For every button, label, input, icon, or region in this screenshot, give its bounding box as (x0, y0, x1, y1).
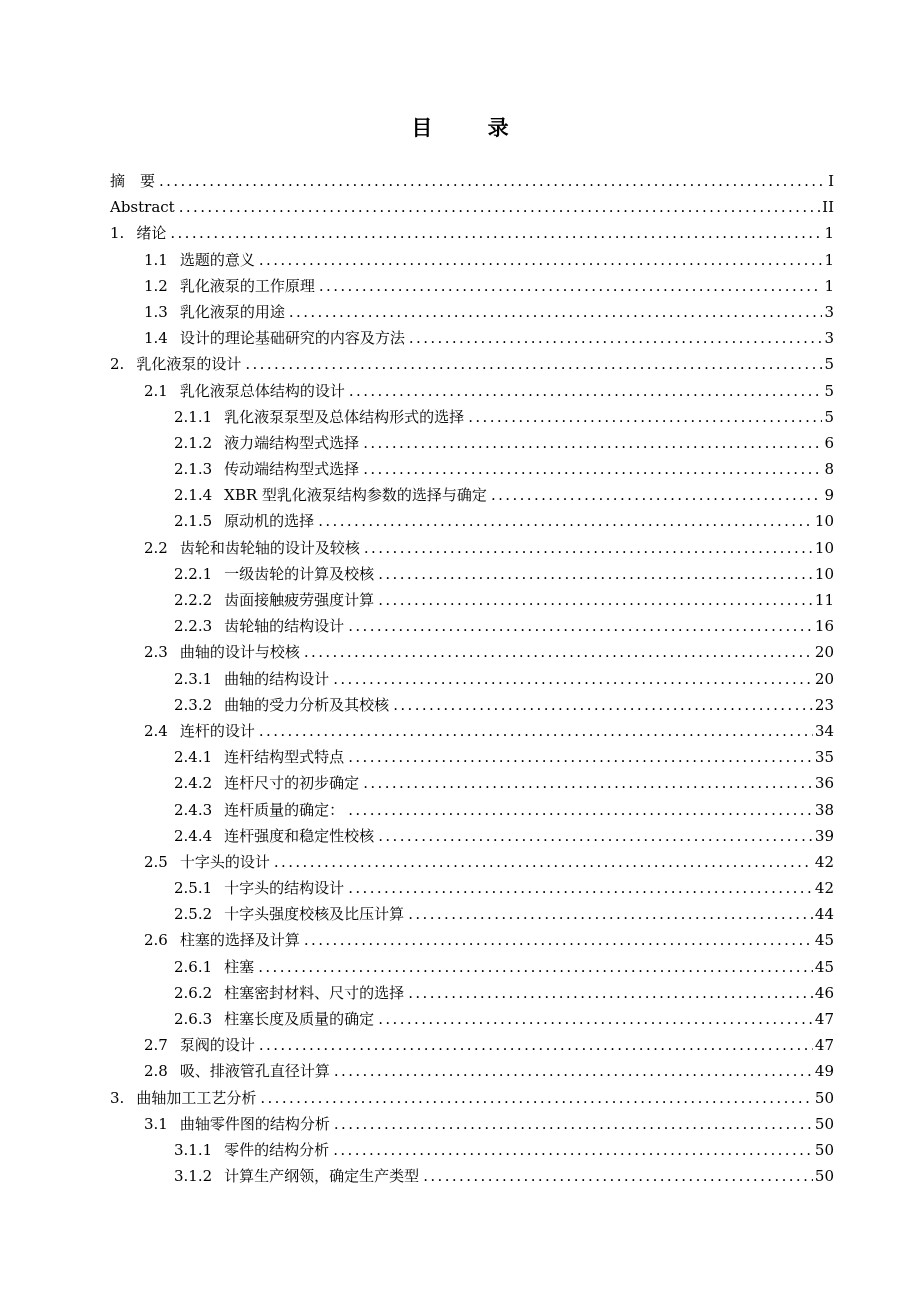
toc-entry-number: 2.5 (144, 852, 168, 871)
dot-leader (423, 1163, 813, 1189)
toc-entry-title: 乳化液泵的工作原理 (179, 276, 315, 295)
toc-entry-number: 2.4.2 (174, 774, 213, 793)
toc-entry[interactable] (110, 954, 834, 980)
toc-entry[interactable] (110, 1085, 834, 1111)
toc-entry-title: 连杆结构型式特点 (224, 748, 345, 767)
toc-entry-page-number: 10 (814, 538, 834, 557)
toc-entry-page-number: 44 (814, 905, 834, 924)
toc-entry-title: 柱塞的选择及计算 (179, 931, 300, 950)
toc-entry[interactable] (110, 744, 834, 770)
toc-entry[interactable] (110, 692, 834, 718)
toc-entry-page-number: 42 (814, 852, 834, 871)
toc-entry-number: 2.4.3 (174, 800, 213, 819)
toc-entry-page-number: 50 (814, 1088, 834, 1107)
dot-leader (378, 587, 813, 613)
dot-leader (304, 927, 813, 953)
toc-entry[interactable] (110, 194, 834, 220)
toc-entry[interactable] (110, 273, 834, 299)
toc-entry-page-number: 46 (814, 983, 834, 1002)
toc-entry[interactable] (110, 1137, 834, 1163)
toc-entry-page-number: 47 (814, 1036, 834, 1055)
toc-entry[interactable] (110, 613, 834, 639)
dot-leader (378, 561, 813, 587)
toc-entry-page-number: 5 (824, 407, 834, 426)
toc-entry[interactable] (110, 587, 834, 613)
dot-leader (378, 1006, 813, 1032)
toc-entry-number: 3.1.2 (174, 1167, 213, 1186)
toc-entry-title: 选题的意义 (179, 250, 255, 269)
toc-entry-title: 曲轴的受力分析及其校核 (224, 695, 390, 714)
toc-entry-page-number: 50 (814, 1167, 834, 1186)
toc-entry[interactable] (110, 351, 834, 377)
toc-entry-title: 吸、排液管孔直径计算 (179, 1062, 330, 1081)
toc-entry-page-number: 20 (814, 669, 834, 688)
toc-entry-number: 2. (110, 355, 125, 374)
toc-entry[interactable] (110, 325, 834, 351)
toc-entry-title: 乳化液泵泵型及总体结构形式的选择 (224, 407, 465, 426)
toc-entry-title: 曲轴的结构设计 (224, 669, 330, 688)
toc-entry-title: 十字头的结构设计 (224, 879, 345, 898)
dot-leader (259, 1032, 813, 1058)
dot-leader (274, 849, 813, 875)
toc-entry-number: 2.5.2 (174, 905, 213, 924)
dot-leader (289, 299, 823, 325)
toc-entry-title: 传动端结构型式选择 (224, 460, 360, 479)
toc-entry-number: 2.6.1 (174, 957, 213, 976)
toc-entry[interactable] (110, 168, 834, 194)
toc-entry-page-number: 38 (814, 800, 834, 819)
dot-leader (159, 168, 826, 194)
dot-leader (258, 954, 813, 980)
toc-entry-page-number: 3 (824, 329, 834, 348)
dot-leader (349, 378, 823, 404)
dot-leader (491, 482, 823, 508)
dot-leader (348, 875, 813, 901)
dot-leader (348, 744, 813, 770)
toc-entry-title: 设计的理论基础研究的内容及方法 (179, 329, 405, 348)
dot-leader (409, 325, 823, 351)
page-title: 目 录 (411, 116, 533, 140)
toc-entry-number: 2.7 (144, 1036, 168, 1055)
toc-entry-number: 2.2.1 (174, 564, 213, 583)
toc-entry-number: 2.4.4 (174, 826, 213, 845)
toc-entry[interactable] (110, 1163, 834, 1189)
toc-entry-title: 绪论 (136, 224, 167, 243)
toc-entry-page-number: 20 (814, 643, 834, 662)
toc-entry-page-number: 39 (814, 826, 834, 845)
toc-entry-number: 2.6.2 (174, 983, 213, 1002)
dot-leader (363, 456, 822, 482)
table-of-contents (110, 168, 834, 1189)
dot-leader (468, 404, 822, 430)
toc-entry-title: 曲轴零件图的结构分析 (179, 1114, 330, 1133)
toc-entry-page-number: 10 (814, 512, 834, 531)
toc-entry-page-number: 50 (814, 1140, 834, 1159)
toc-entry-number: 2.1.5 (174, 512, 213, 531)
toc-entry[interactable] (110, 456, 834, 482)
toc-entry-number: 3. (110, 1088, 125, 1107)
toc-entry[interactable] (110, 430, 834, 456)
toc-entry-number: 2.2.2 (174, 591, 213, 609)
toc-entry-title: 十字头强度校核及比压计算 (224, 905, 405, 924)
toc-entry-number: 1.2 (144, 276, 168, 295)
toc-entry-number: 2.3.1 (174, 669, 213, 688)
toc-entry-title: 一级齿轮的计算及校核 (224, 564, 375, 583)
toc-entry[interactable] (110, 220, 834, 246)
toc-entry-page-number: 6 (824, 433, 834, 452)
toc-entry-number: 2.1.4 (174, 486, 213, 505)
dot-leader (408, 980, 813, 1006)
dot-leader (245, 351, 822, 377)
dot-leader (333, 666, 813, 692)
toc-entry-title: 连杆强度和稳定性校核 (224, 826, 375, 845)
toc-entry-page-number: II (822, 198, 834, 217)
toc-entry-title: 十字头的设计 (179, 852, 270, 871)
dot-leader (333, 1137, 813, 1163)
toc-entry-page-number: 35 (814, 748, 834, 767)
toc-entry[interactable] (110, 404, 834, 430)
toc-entry-title: 摘 要 (110, 172, 156, 190)
toc-entry[interactable] (110, 482, 834, 508)
toc-entry-number: 2.1 (144, 381, 168, 400)
dot-leader (393, 692, 813, 718)
toc-entry[interactable] (110, 718, 834, 744)
toc-entry-number: 2.5.1 (174, 879, 213, 898)
toc-entry-page-number: 16 (814, 617, 834, 636)
toc-entry-page-number: 45 (814, 931, 834, 950)
toc-entry-page-number: 45 (814, 957, 834, 976)
toc-entry-page-number: 36 (814, 774, 834, 793)
toc-entry-title: 齿轮和齿轮轴的设计及较核 (179, 538, 360, 557)
toc-entry-page-number: 42 (814, 879, 834, 898)
toc-entry[interactable] (110, 639, 834, 665)
toc-entry-title: 连杆质量的确定： (224, 800, 345, 819)
toc-entry-title: 齿轮轴的结构设计 (224, 617, 345, 636)
toc-entry-title: 乳化液泵的设计 (136, 355, 242, 374)
toc-entry-page-number: 1 (824, 224, 834, 243)
toc-entry-number: 1.4 (144, 329, 168, 348)
toc-entry[interactable] (110, 823, 834, 849)
toc-entry-title: 原动机的选择 (224, 512, 315, 531)
dot-leader (334, 1111, 813, 1137)
toc-entry-title: 连杆尺寸的初步确定 (224, 774, 360, 793)
toc-entry-page-number: 5 (824, 355, 834, 374)
toc-entry-number: 2.2 (144, 538, 168, 557)
toc-entry-page-number: 10 (814, 564, 834, 583)
toc-entry-title: XBR 型乳化液泵结构参数的选择与确定 (224, 486, 487, 505)
toc-entry[interactable] (110, 299, 834, 325)
toc-entry-number: 2.8 (144, 1062, 168, 1081)
toc-entry-number: 2.3 (144, 643, 168, 662)
toc-entry-title: 齿面接触疲劳强度计算 (224, 591, 375, 609)
toc-entry-number: 2.4.1 (174, 748, 213, 767)
toc-entry-number: 1.3 (144, 302, 168, 321)
toc-entry-page-number: 47 (814, 1010, 834, 1028)
toc-entry-page-number: 1 (824, 250, 834, 269)
toc-entry-page-number: 3 (824, 302, 834, 321)
toc-entry[interactable] (110, 980, 834, 1006)
toc-entry-page-number: 1 (824, 276, 834, 295)
toc-entry-page-number: 23 (814, 695, 834, 714)
toc-entry[interactable] (110, 535, 834, 561)
toc-entry[interactable] (110, 561, 834, 587)
toc-entry-title: 液力端结构型式选择 (224, 433, 360, 452)
toc-entry-number: 1.1 (144, 250, 168, 269)
toc-entry-number: 2.3.2 (174, 695, 213, 714)
dot-leader (304, 639, 813, 665)
toc-entry[interactable] (110, 508, 834, 534)
toc-entry-number: 3.1 (144, 1114, 168, 1133)
toc-entry[interactable] (110, 247, 834, 273)
dot-leader (348, 613, 813, 639)
toc-entry[interactable] (110, 901, 834, 927)
toc-entry-page-number: 5 (824, 381, 834, 400)
dot-leader (319, 273, 823, 299)
toc-entry-title: 乳化液泵总体结构的设计 (179, 381, 345, 400)
dot-leader (408, 901, 813, 927)
dot-leader (259, 718, 813, 744)
toc-entry-number: 2.6.3 (174, 1010, 213, 1028)
toc-entry-title: Abstract (110, 198, 175, 217)
toc-entry[interactable] (110, 666, 834, 692)
toc-entry-number: 2.1.1 (174, 407, 213, 426)
toc-entry-title: 柱塞长度及质量的确定 (224, 1010, 375, 1028)
dot-leader (364, 535, 813, 561)
toc-entry-title: 柱塞 (224, 957, 255, 976)
dot-leader (318, 508, 813, 534)
toc-entry-number: 2.4 (144, 721, 168, 740)
toc-entry[interactable] (110, 770, 834, 796)
toc-entry-number: 1. (110, 224, 125, 243)
toc-entry-page-number: 49 (814, 1062, 834, 1081)
toc-entry-title: 计算生产纲领，确定生产类型 (224, 1167, 420, 1186)
toc-entry-title: 零件的结构分析 (224, 1140, 330, 1159)
dot-leader (179, 194, 820, 220)
toc-entry-title: 柱塞密封材料、尺寸的选择 (224, 983, 405, 1002)
toc-entry-title: 曲轴加工工艺分析 (136, 1088, 257, 1107)
toc-entry-title: 连杆的设计 (179, 721, 255, 740)
toc-entry-page-number: 34 (814, 721, 834, 740)
toc-entry[interactable] (110, 1111, 834, 1137)
toc-entry[interactable] (110, 797, 834, 823)
toc-entry-title: 曲轴的设计与校核 (179, 643, 300, 662)
dot-leader (348, 797, 813, 823)
dot-leader (260, 1085, 813, 1111)
toc-entry-number: 2.1.3 (174, 460, 213, 479)
toc-entry-page-number: 50 (814, 1114, 834, 1133)
toc-entry-number: 3.1.1 (174, 1140, 213, 1159)
toc-entry-page-number: 9 (824, 486, 834, 505)
toc-entry-page-number: 8 (824, 460, 834, 479)
toc-entry-number: 2.1.2 (174, 433, 213, 452)
toc-entry[interactable] (110, 1058, 834, 1084)
toc-entry[interactable] (110, 1006, 834, 1032)
dot-leader (334, 1058, 813, 1084)
toc-entry[interactable] (110, 378, 834, 404)
toc-entry[interactable] (110, 927, 834, 953)
toc-entry-number: 2.6 (144, 931, 168, 950)
toc-entry[interactable] (110, 1032, 834, 1058)
toc-entry[interactable] (110, 849, 834, 875)
dot-leader (170, 220, 822, 246)
toc-entry-page-number: I (828, 172, 834, 190)
toc-entry-title: 泵阀的设计 (179, 1036, 255, 1055)
dot-leader (363, 770, 813, 796)
dot-leader (378, 823, 813, 849)
dot-leader (363, 430, 822, 456)
dot-leader (259, 247, 823, 273)
toc-entry-page-number: 11 (814, 591, 834, 609)
toc-entry-title: 乳化液泵的用途 (179, 302, 285, 321)
toc-entry[interactable] (110, 875, 834, 901)
toc-entry-number: 2.2.3 (174, 617, 213, 636)
